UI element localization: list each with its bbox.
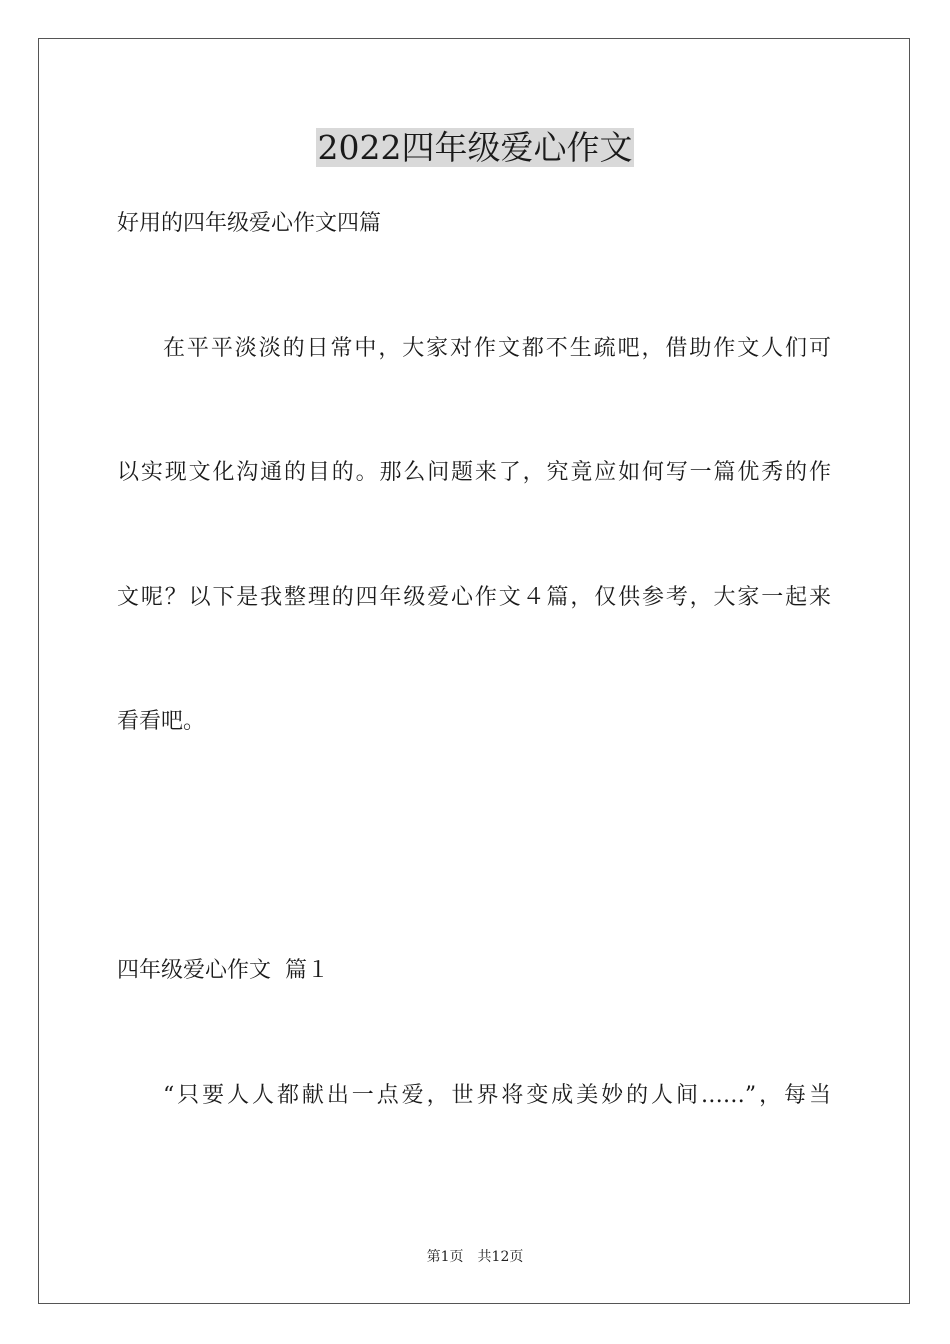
intro-line: 以实现文化沟通的目的。那么问题来了，究竟应如何写一篇优秀的作: [117, 460, 831, 485]
section-line: “只要人人都献出一点爱，世界将变成美妙的人间……”，每当: [163, 1083, 831, 1108]
page-total: 共12页: [477, 1249, 524, 1265]
intro-line: 在平平淡淡的日常中，大家对作文都不生疏吧，借助作文人们可: [163, 336, 831, 361]
document-subtitle: 好用的四年级爱心作文四篇: [117, 211, 382, 236]
page-number: 第1页: [426, 1249, 464, 1265]
section-heading: 四年级爱心作文 篇１: [117, 958, 329, 983]
document-title: 2022四年级爱心作文: [317, 128, 633, 167]
intro-line: 看看吧。: [117, 709, 206, 734]
intro-line: 文呢？以下是我整理的四年级爱心作文４篇，仅供参考，大家一起来: [117, 585, 831, 610]
page-footer: [0, 1247, 950, 1267]
